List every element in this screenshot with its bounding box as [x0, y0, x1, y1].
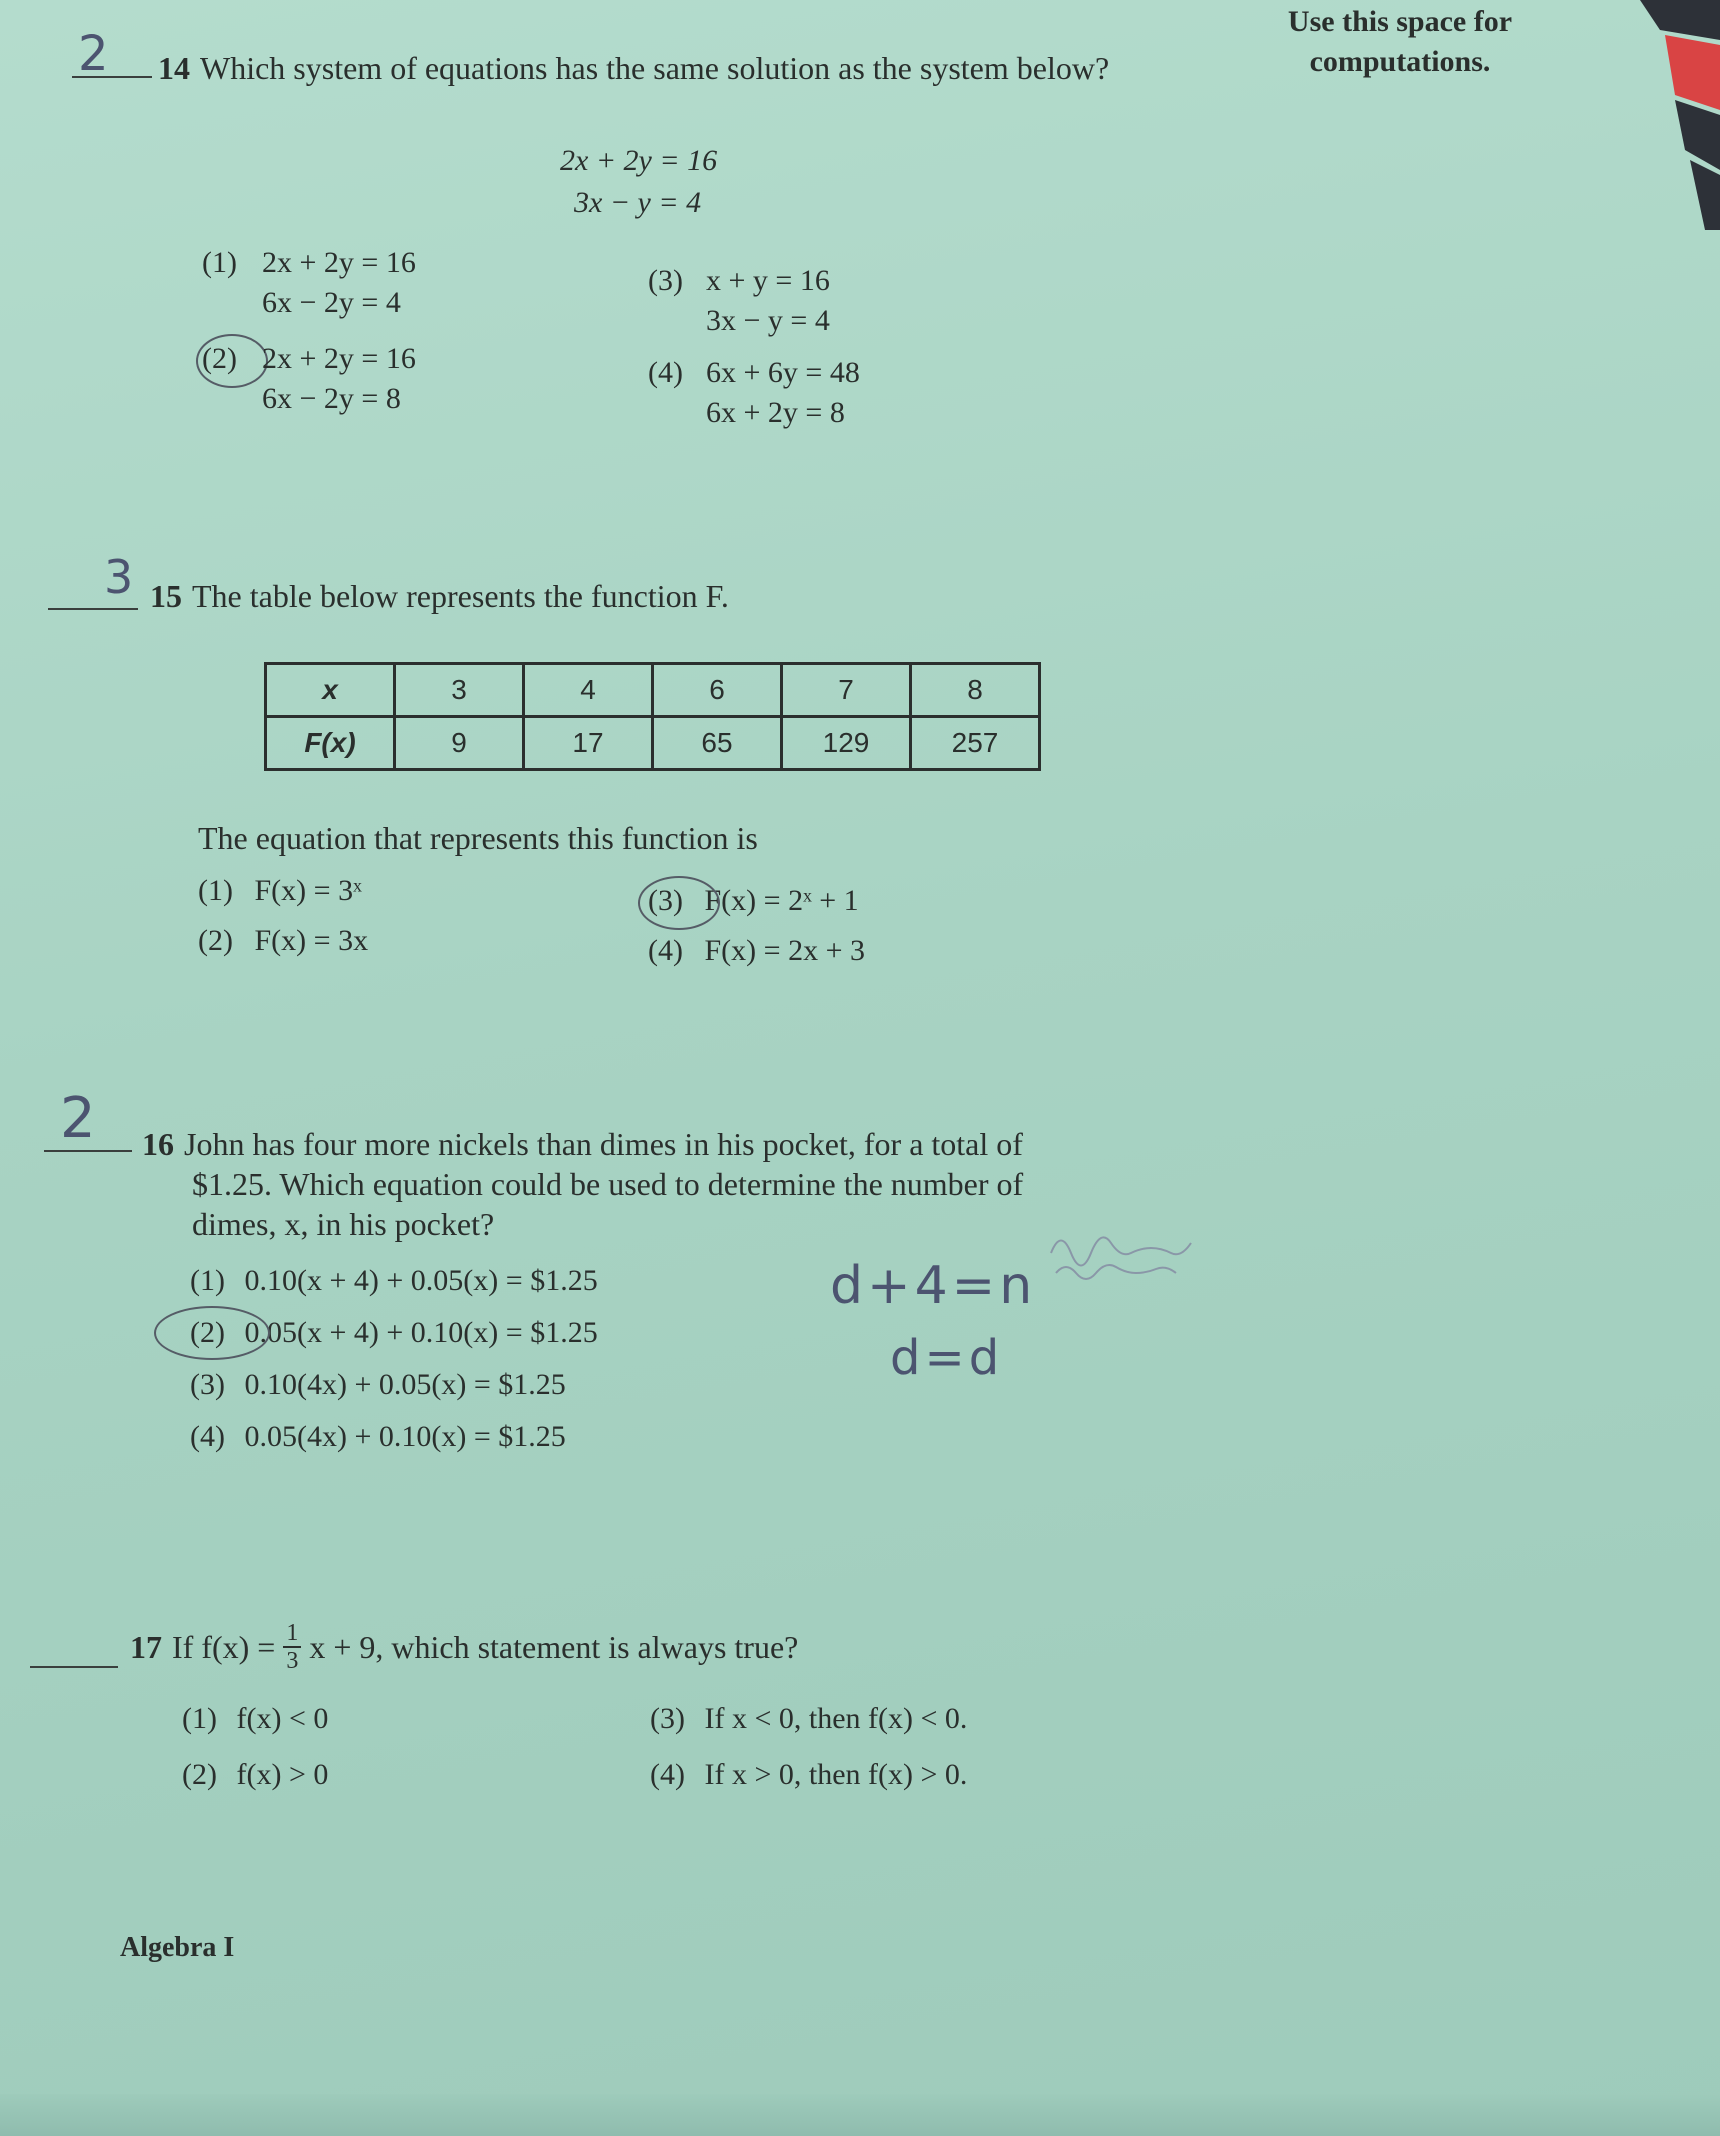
- q14-option-2-eq1: 2x + 2y = 16: [262, 342, 416, 375]
- faded-scribble-icon: [1046, 1218, 1206, 1288]
- q14-option-1[interactable]: [202, 244, 416, 319]
- q16-option-4[interactable]: [190, 1418, 566, 1456]
- table-cell: 9: [395, 717, 524, 770]
- q17-option-4-label: (4): [650, 1758, 685, 1791]
- q14-option-3-label: (3): [648, 264, 683, 297]
- q15-option-1[interactable]: [198, 872, 362, 910]
- q16-question: [142, 1124, 1192, 1244]
- q15-option-2[interactable]: [198, 922, 368, 960]
- q17-option-4[interactable]: [650, 1756, 967, 1794]
- q14-answer-mark: 2: [78, 26, 109, 82]
- q15-function-table: [264, 662, 1041, 771]
- keyboard-corner: [1620, 0, 1720, 230]
- q15-question: [150, 576, 729, 616]
- q15-option-3-text: F(x) = 2ˣ + 1: [704, 884, 859, 917]
- q14-question: [158, 48, 1148, 88]
- q14-option-4-eq1: 6x + 6y = 48: [706, 356, 860, 389]
- q16-answer-mark: 2: [60, 1086, 96, 1151]
- q14-option-4-label: (4): [648, 356, 683, 389]
- q16-answer-blank[interactable]: [44, 1086, 132, 1152]
- q16-option-3-label: (3): [190, 1368, 225, 1401]
- q17-option-3-label: (3): [650, 1702, 685, 1735]
- q14-option-4-eq2: 6x + 2y = 8: [706, 396, 845, 429]
- q15-option-3[interactable]: [648, 882, 859, 920]
- q17-fraction: [283, 1620, 301, 1674]
- q15-table-wrap: [264, 662, 1041, 771]
- q16-option-2[interactable]: [190, 1314, 598, 1352]
- q16-option-1[interactable]: [190, 1262, 598, 1300]
- q14-option-2-eq2: 6x − 2y = 8: [262, 382, 401, 415]
- q15-stem: The equation that represents this function is: [198, 820, 758, 856]
- q15-answer-blank[interactable]: [48, 550, 138, 610]
- table-cell: 65: [653, 717, 782, 770]
- table-cell: 6: [653, 664, 782, 717]
- q14-option-2-label: (2): [202, 342, 237, 375]
- q17-answer-blank[interactable]: [30, 1620, 118, 1668]
- table-header-fx: F(x): [266, 717, 395, 770]
- q15-option-3-label: (3): [648, 884, 683, 917]
- q16-option-3[interactable]: [190, 1366, 566, 1404]
- q17-option-4-text: If x > 0, then f(x) > 0.: [704, 1758, 968, 1791]
- q15-option-1-text: F(x) = 3ˣ: [254, 874, 362, 907]
- table-row: [266, 664, 1040, 717]
- table-header-x: x: [266, 664, 395, 717]
- q17-question: [130, 1620, 798, 1674]
- q17-prompt-before: If f(x) =: [172, 1629, 276, 1665]
- q17-option-1-label: (1): [182, 1702, 217, 1735]
- q16-option-2-label: (2): [190, 1316, 225, 1349]
- q15-option-4-label: (4): [648, 934, 683, 967]
- q16-option-4-label: (4): [190, 1420, 225, 1453]
- q16-prompt-line2: $1.25. Which equation could be used to determine the number of: [192, 1166, 1024, 1202]
- table-cell: 7: [782, 664, 911, 717]
- q16-option-3-text: 0.10(4x) + 0.05(x) = $1.25: [244, 1368, 566, 1401]
- q14-option-2[interactable]: [202, 340, 416, 415]
- q14-prompt: Which system of equations has the same solution as the system below?: [200, 50, 1110, 86]
- q16-option-1-text: 0.10(x + 4) + 0.05(x) = $1.25: [244, 1264, 598, 1297]
- q14-option-2-circle: [196, 334, 268, 388]
- q17-option-1[interactable]: [182, 1700, 328, 1738]
- q17-option-3[interactable]: [650, 1700, 967, 1738]
- q16-prompt-line3: dimes, x, in his pocket?: [192, 1206, 495, 1242]
- page-bottom-edge: [0, 2094, 1720, 2136]
- table-cell: 257: [911, 717, 1040, 770]
- q15-option-1-label: (1): [198, 874, 233, 907]
- q17-prompt-after: x + 9, which statement is always true?: [309, 1629, 799, 1665]
- q14-option-3-eq2: 3x − y = 4: [706, 304, 830, 337]
- table-cell: 8: [911, 664, 1040, 717]
- q14-number: 14: [158, 50, 190, 86]
- q15-number: 15: [150, 578, 182, 614]
- computation-note: [1250, 2, 1550, 82]
- q17-fraction-numerator: 1: [283, 1620, 301, 1648]
- q16-scribble-2: d=d: [890, 1330, 1004, 1386]
- q17-option-2[interactable]: [182, 1756, 328, 1794]
- q14-option-1-eq1: 2x + 2y = 16: [262, 246, 416, 279]
- footer-subject: Algebra I: [120, 1932, 235, 1963]
- table-cell: 129: [782, 717, 911, 770]
- table-cell: 4: [524, 664, 653, 717]
- q15-option-4[interactable]: [648, 932, 865, 970]
- q14-answer-blank[interactable]: [72, 26, 152, 82]
- keyboard-keys-icon: [1620, 0, 1720, 230]
- q16-option-2-circle: [154, 1306, 270, 1360]
- q15-option-2-label: (2): [198, 924, 233, 957]
- table-row: [266, 717, 1040, 770]
- q14-given-system: [560, 140, 717, 224]
- q17-option-3-text: If x < 0, then f(x) < 0.: [704, 1702, 968, 1735]
- q14-option-3-eq1: x + y = 16: [706, 264, 830, 297]
- q15-prompt: The table below represents the function F.: [192, 578, 729, 614]
- q15-option-2-text: F(x) = 3x: [254, 924, 369, 957]
- q16-prompt-line1: John has four more nickels than dimes in his pocket, for a total of: [184, 1126, 1023, 1162]
- q15-option-4-text: F(x) = 2x + 3: [704, 934, 865, 967]
- q14-option-3[interactable]: [648, 262, 830, 337]
- table-cell: 17: [524, 717, 653, 770]
- q17-option-1-text: f(x) < 0: [236, 1702, 329, 1735]
- q16-option-1-label: (1): [190, 1264, 225, 1297]
- q14-given-eq2: 3x − y = 4: [574, 186, 702, 219]
- q17-fraction-denominator: 3: [286, 1648, 299, 1674]
- q17-number: 17: [130, 1629, 162, 1665]
- q17-option-2-text: f(x) > 0: [236, 1758, 329, 1791]
- q14-option-1-eq2: 6x − 2y = 4: [262, 286, 401, 319]
- q14-option-4[interactable]: [648, 354, 860, 429]
- q14-option-1-label: (1): [202, 246, 237, 279]
- faded-scribble: [1046, 1218, 1206, 1292]
- q16-number: 16: [142, 1126, 174, 1162]
- q16-option-4-text: 0.05(4x) + 0.10(x) = $1.25: [244, 1420, 566, 1453]
- q16-option-2-text: 0.05(x + 4) + 0.10(x) = $1.25: [244, 1316, 598, 1349]
- q16-scribble-1: d+4=n: [830, 1256, 1037, 1316]
- table-cell: 3: [395, 664, 524, 717]
- q17-option-2-label: (2): [182, 1758, 217, 1791]
- q14-given-eq1: 2x + 2y = 16: [560, 144, 718, 177]
- computation-note-line2: computations.: [1309, 45, 1491, 78]
- computation-note-line1: Use this space for: [1287, 5, 1513, 38]
- q15-option-3-circle: [638, 876, 720, 930]
- q15-answer-mark: 3: [104, 550, 134, 604]
